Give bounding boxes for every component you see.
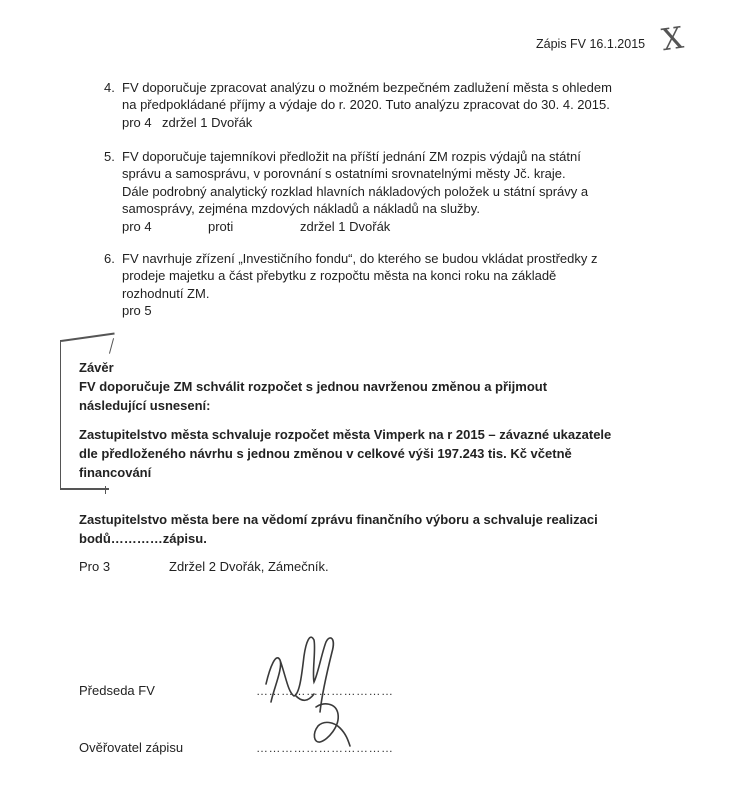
item-vote [122, 114, 662, 131]
resolution-line: Zastupitelstvo města bere na vědomí zprávu finančního výboru a schvaluje realizaci [79, 512, 598, 527]
conclusion-block [79, 358, 679, 415]
vote-pro: pro 5 [122, 303, 152, 319]
chair-signature-line: …………………………… [256, 684, 394, 698]
item-line: na předpokládané příjmy a výdaje do r. 2020. Tuto analýzu zpracovat do 30. 4. 2015. [122, 97, 610, 113]
document-header: Zápis FV 16.1.2015 [536, 37, 646, 51]
item-line: samosprávy, zejména mzdových nákladů a nákladů na služby. [122, 201, 480, 217]
item-line: prodeje majetku a část přebytku z rozpočtu města na konci roku na základě [122, 268, 557, 284]
conclusion-line: FV doporučuje ZM schválit rozpočet s jednou navrženou změnou a přijmout [79, 379, 548, 394]
resolution-block [79, 425, 679, 482]
item-vote [122, 218, 662, 235]
item-vote [122, 302, 662, 319]
item-number: 4. [104, 80, 115, 95]
resolution-line: dle předloženého návrhu s jednou změnou v celkové výši 197.243 tis. Kč včetně [79, 446, 572, 461]
conclusion-line: následující usnesení: [79, 398, 211, 413]
verifier-signature-line: …………………………… [256, 741, 394, 755]
final-vote-abstain: Zdržel 2 Dvořák, Zámečník. [169, 559, 329, 574]
final-vote-pro: Pro 3 [79, 559, 111, 574]
resolution-line: Zastupitelstvo města schvaluje rozpočet města Vimperk na r 2015 – závazné ukazatele [79, 427, 612, 442]
vote-abstain: zdržel 1 Dvořák [162, 114, 253, 130]
item-number: 6. [104, 251, 115, 266]
resolution-line: financování [79, 465, 152, 480]
vote-pro: pro 4 [122, 218, 152, 234]
item-line: FV doporučuje zpracovat analýzu o možném bezpečném zadlužení města s ohledem [122, 80, 612, 95]
item-line: správu a samosprávu, v porovnání s ostatními srovnatelnými městy Jč. kraje. [122, 166, 566, 182]
item-line: rozhodnutí ZM. [122, 285, 210, 301]
vote-against: proti [208, 218, 234, 234]
item-number: 5. [104, 149, 115, 164]
item-line: FV doporučuje tajemníkovi předložit na příští jednání ZM rozpis výdajů na státní [122, 149, 581, 164]
item-line: FV navrhuje zřízení „Investičního fondu“, do kterého se budou vkládat prostředky z [122, 251, 598, 266]
chair-label: Předseda FV [79, 683, 155, 698]
item-line: Dále podrobný analytický rozklad hlavních nákladových položek u státní správy a [122, 183, 589, 199]
verifier-label: Ověřovatel zápisu [79, 740, 184, 755]
conclusion-heading: Závěr [79, 360, 114, 375]
second-resolution-block [79, 510, 679, 548]
vote-abstain: zdržel 1 Dvořák [300, 218, 391, 234]
resolution-line: bodů…………zápisu. [79, 531, 207, 546]
handwritten-x-mark: X [659, 20, 686, 59]
vote-pro: pro 4 [122, 114, 152, 130]
